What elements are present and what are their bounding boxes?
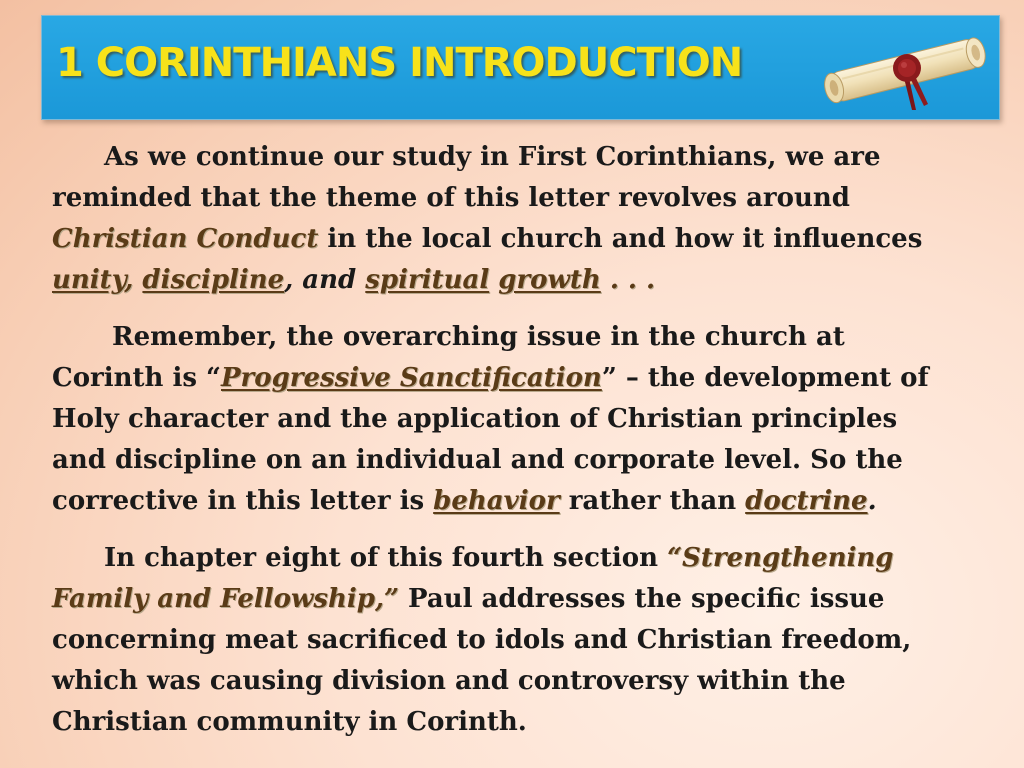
text-run: . [867, 486, 877, 516]
text-line [52, 481, 997, 522]
text-line [52, 579, 997, 620]
text-line: Holy character and the application of Christian principles [52, 404, 898, 434]
behavior-emphasis: behavior [433, 486, 560, 516]
text-line [52, 260, 997, 301]
text-line [52, 358, 997, 399]
text-run: corrective in this letter is [52, 486, 434, 516]
text-line: Christian community in Corinth. [52, 707, 527, 737]
text-run: Corinth is “ [52, 363, 221, 393]
text-run: Paul addresses the specific issue [398, 584, 885, 614]
body-text [52, 137, 997, 759]
unity-emphasis: unity [52, 265, 125, 295]
paragraph-1 [52, 137, 997, 301]
paragraph-2 [52, 317, 997, 522]
text-line [52, 538, 997, 579]
section-title-emphasis: “Strengthening [667, 543, 894, 573]
spiritual-emphasis: spiritual [365, 265, 490, 295]
text-run: ” – the development of [601, 363, 929, 393]
growth-emphasis: growth [498, 265, 601, 295]
text-run: In chapter eight of this fourth section [104, 543, 668, 573]
text-run: , [124, 265, 143, 295]
ellipsis: . . . [600, 265, 656, 295]
text-line: concerning meat sacrificed to idols and Christian freedom, [52, 625, 912, 655]
doctrine-emphasis: doctrine [745, 486, 868, 516]
section-title-emphasis: Family and Fellowship,” [52, 584, 399, 614]
progressive-sanctification-emphasis: Progressive Sanctification [221, 363, 602, 393]
text-line: and discipline on an individual and corporate level. So the [52, 445, 903, 475]
text-run: rather than [559, 486, 746, 516]
text-run: in the local church and how it influences [318, 224, 923, 254]
text-line: As we continue our study in First Corinthians, we are [104, 142, 881, 172]
text-line [52, 219, 997, 260]
text-line: reminded that the theme of this letter revolves around [52, 183, 850, 213]
text-line: which was causing division and controversy within the [52, 666, 846, 696]
paragraph-3 [52, 538, 997, 743]
title-banner [41, 15, 1000, 120]
christian-conduct-emphasis: Christian Conduct [52, 224, 319, 254]
text-line: Remember, the overarching issue in the church at [112, 322, 845, 352]
scroll-icon [812, 26, 992, 116]
discipline-emphasis: discipline [142, 265, 285, 295]
text-run: , and [284, 265, 366, 295]
text-run [489, 265, 498, 295]
page-title: 1 CORINTHIANS INTRODUCTION [56, 40, 743, 86]
